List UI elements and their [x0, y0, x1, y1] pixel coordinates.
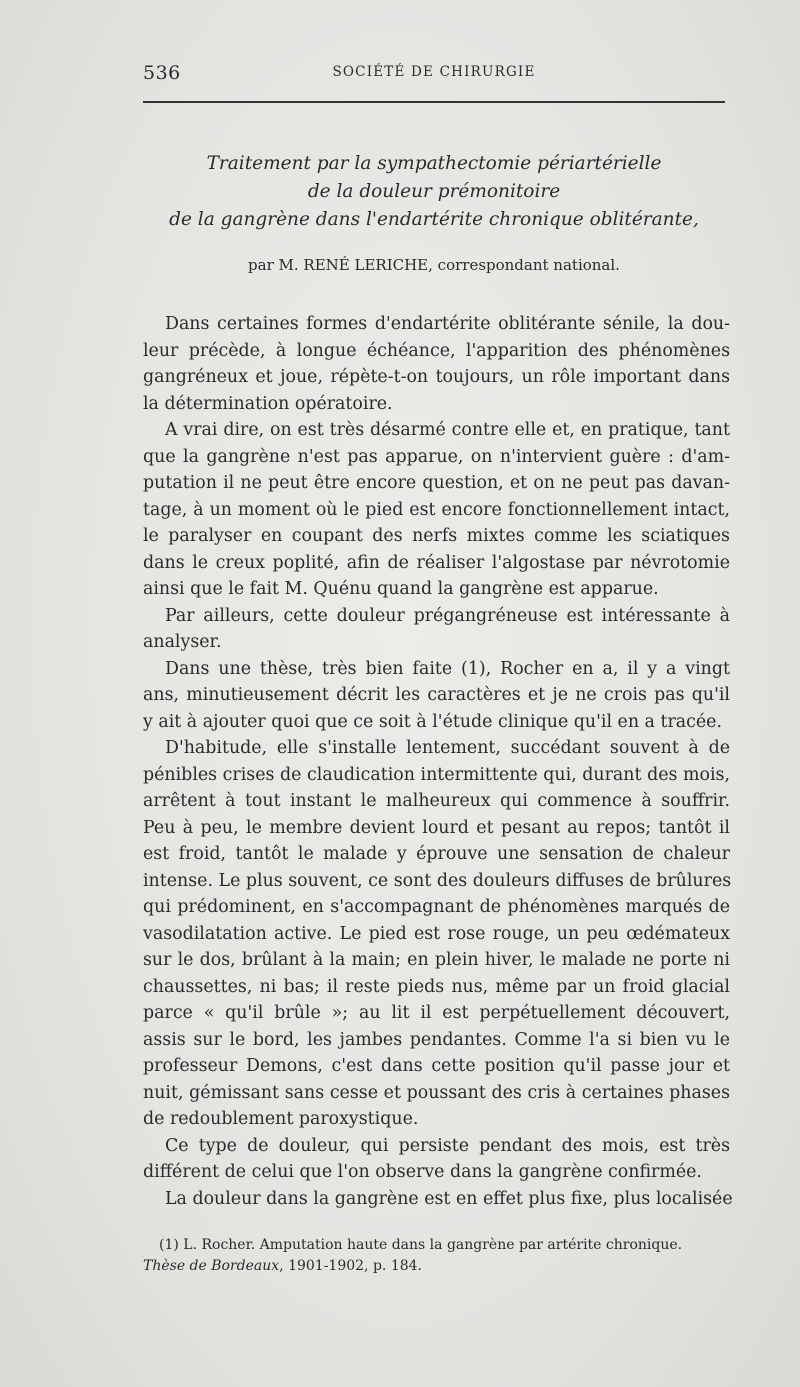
footnote-line: (1) L. Rocher. Amputation haute dans la gangrène par artérite chronique.	[159, 1237, 683, 1253]
footnote-line	[143, 1256, 730, 1277]
page-header	[143, 62, 725, 92]
body-line: différent de celui que l'on observe dans la gangrène confirmée.	[143, 1162, 702, 1182]
body-line: leur précède, à longue échéance, l'apparition des phénomènes	[143, 340, 730, 361]
body-line: La douleur dans la gangrène est en effet plus fixe, plus localisée	[165, 1188, 733, 1209]
body-line: ainsi que le fait M. Quénu quand la gangrène est apparue.	[143, 579, 659, 599]
body-line: intense. Le plus souvent, ce sont des douleurs diffuses de brûlures	[143, 870, 732, 891]
body-line: le paralyser en coupant des nerfs mixtes comme les sciatiques	[143, 526, 730, 546]
footnote	[143, 1235, 730, 1277]
body-line: gangréneux et joue, répète-t-on toujours, un rôle important dans	[143, 367, 730, 387]
body-line: vasodilatation active. Le pied est rose rouge, un peu œdémateux	[143, 923, 730, 944]
body-line: qui prédominent, en s'accompagnant de phénomènes marqués de	[143, 897, 730, 917]
body-line: putation il ne peut être encore question, et on ne peut pas davan-	[143, 473, 730, 493]
body-line: Dans une thèse, très bien faite (1), Rocher en a, il y a vingt	[165, 658, 730, 679]
body-line: arrêtent à tout instant le malheureux qui commence à souffrir.	[143, 791, 730, 811]
body-line: que la gangrène n'est pas apparue, on n'intervient guère : d'am-	[143, 446, 730, 467]
title-line: de la gangrène dans l'endartérite chronique oblitérante,	[169, 209, 699, 230]
body-line: assis sur le bord, les jambes pendantes. Comme l'a si bien vu le	[143, 1029, 730, 1050]
body-line: de redoublement paroxystique.	[143, 1109, 419, 1129]
body-line: Ce type de douleur, qui persiste pendant des mois, est très	[165, 1135, 730, 1156]
body-line: pénibles crises de claudication intermittente qui, durant des mois,	[143, 764, 730, 785]
body-line: chaussettes, ni bas; il reste pieds nus, même par un froid glacial	[143, 976, 730, 997]
body-line: nuit, gémissant sans cesse et poussant des cris à certaines phases	[143, 1082, 730, 1103]
body-line: tage, à un moment où le pied est encore fonctionnellement intact,	[143, 499, 730, 520]
footnote-thesis-title: Thèse de Bordeaux	[143, 1258, 280, 1274]
body-line: analyser.	[143, 632, 222, 652]
body-line: est froid, tantôt le malade y éprouve une sensation de chaleur	[143, 844, 730, 864]
body-line: la détermination opératoire.	[143, 393, 393, 414]
header-rule	[143, 101, 725, 103]
body-line: Par ailleurs, cette douleur prégangréneuse est intéressante à	[165, 605, 730, 626]
body-line: professeur Demons, c'est dans cette position qu'il passe jour et	[143, 1056, 730, 1076]
body-line: y ait à ajouter quoi que ce soit à l'étude clinique qu'il en a tracée.	[143, 711, 722, 732]
body-line: D'habitude, elle s'installe lentement, succédant souvent à de	[165, 738, 730, 758]
page-number: 536	[143, 62, 181, 84]
title-line: de la douleur prémonitoire	[307, 181, 561, 202]
body-line: ans, minutieusement décrit les caractères et je ne crois pas qu'il	[143, 685, 730, 705]
body-line: Peu à peu, le membre devient lourd et pesant au repos; tantôt il	[143, 817, 730, 838]
running-head: SOCIÉTÉ DE CHIRURGIE	[332, 64, 536, 80]
author-byline: par M. RENÉ LERICHE, correspondant national.	[248, 256, 620, 274]
title-line: Traitement par la sympathectomie périartérielle	[206, 153, 662, 174]
body-line: sur le dos, brûlant à la main; en plein hiver, le malade ne porte ni	[143, 950, 730, 970]
body-line: Dans certaines formes d'endartérite oblitérante sénile, la dou-	[165, 314, 730, 334]
body-line: dans le creux poplité, afin de réaliser l'algostase par névrotomie	[143, 552, 730, 573]
footnote-citation: , 1901-1902, p. 184.	[279, 1258, 422, 1274]
body-line: A vrai dire, on est très désarmé contre elle et, en pratique, tant	[165, 420, 730, 440]
body-text	[143, 311, 733, 1212]
article-title	[143, 150, 725, 234]
body-line: parce « qu'il brûle »; au lit il est perpétuellement découvert,	[143, 1003, 730, 1023]
